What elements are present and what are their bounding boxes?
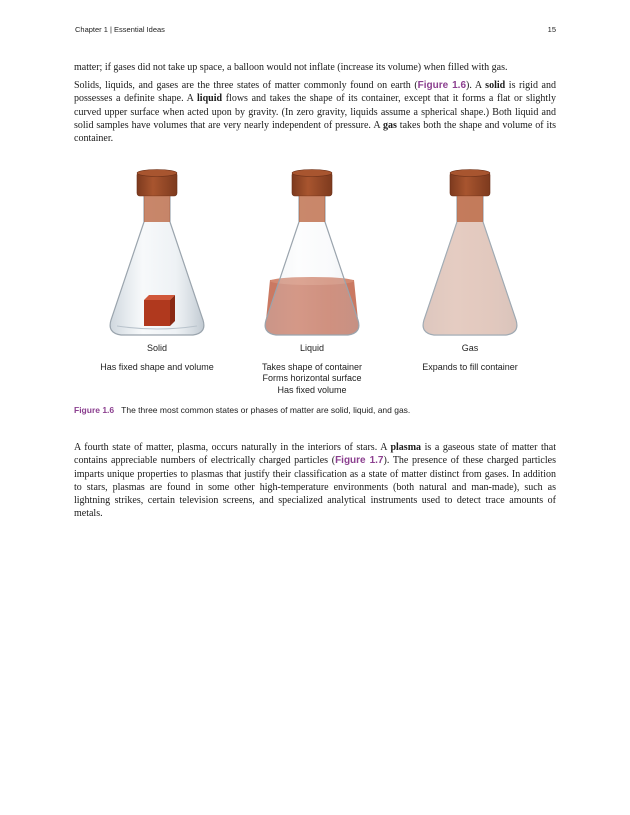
flask-liquid [265, 170, 359, 336]
p2-text-1: Solids, liquids, and gases are the three states of matter commonly found on earth ( [74, 80, 418, 91]
p3-text-2: is a gaseous state of matter that contains appreciable numbers of electrically charged particles ( [74, 442, 556, 467]
caption-text: The three most common states or phases of matter are solid, liquid, and gas. [121, 405, 411, 415]
flask-gas [423, 170, 517, 336]
p2-text-5: takes both the shape and volume of its container. [74, 119, 556, 145]
figure-caption [74, 405, 556, 415]
p2-text-3: is rigid and possesses a definite shape. A [74, 80, 556, 105]
chapter-title: Chapter 1 | Essential Ideas [75, 25, 165, 34]
figure-1-7-link[interactable]: Figure 1.7 [335, 455, 384, 467]
paragraph-2 [74, 79, 556, 145]
p3-text-3: ). The presence of these charged particles imparts unique properties to plasmas that justify their classification as a state of matter distinct from gases. In addition to stars, plasmas are found in some other high-temperature environments (both natural and man-made), such as lightning strikes, certain television screens, and specialized analytical instruments used to detect trace amounts of metals. [74, 455, 556, 520]
page-number: 15 [547, 25, 556, 34]
term-gas: gas [382, 119, 397, 131]
term-solid: solid [485, 80, 506, 91]
figure-1-6 [74, 160, 556, 400]
solid-label [77, 343, 237, 373]
liquid-desc-1: Takes shape of container [261, 361, 363, 372]
solid-desc-1: Has fixed shape and volume [100, 361, 214, 372]
figure-1-6-link[interactable]: Figure 1.6 [417, 80, 467, 91]
liquid-desc-2: Forms horizontal surface [262, 373, 362, 383]
p2-text-2: ). A [466, 80, 486, 91]
flask-solid [110, 160, 204, 335]
gas-desc-1: Expands to fill container [422, 361, 518, 372]
p3-text-1: A fourth state of matter, plasma, occurs naturally in the interiors of stars. A [74, 442, 391, 453]
gas-label [390, 343, 550, 373]
gas-title: Gas [461, 343, 479, 353]
liquid-desc-3: Has fixed volume [277, 384, 347, 395]
solid-cube [144, 295, 175, 326]
term-liquid: liquid [197, 93, 223, 105]
p2-text-4: flows and takes the shape of its container, except that it forms a flat or slightly curved upper surface when acted upon by gravity. (In zero gravity, liquids assume a spherical shape.) Both liquid and solid samples have volumes that are very nearly independent of pressure. A [74, 93, 556, 131]
paragraph-3 [74, 441, 556, 521]
term-plasma: plasma [390, 442, 422, 453]
paragraph-1-text: matter; if gases did not take up space, a balloon would not inflate (increase its volume) when filled with gas. [74, 62, 508, 73]
liquid-label [232, 343, 392, 396]
caption-number: Figure 1.6 [74, 405, 115, 415]
liquid-title: Liquid [299, 343, 325, 353]
paragraph-1 [74, 61, 556, 74]
solid-title: Solid [146, 343, 167, 353]
